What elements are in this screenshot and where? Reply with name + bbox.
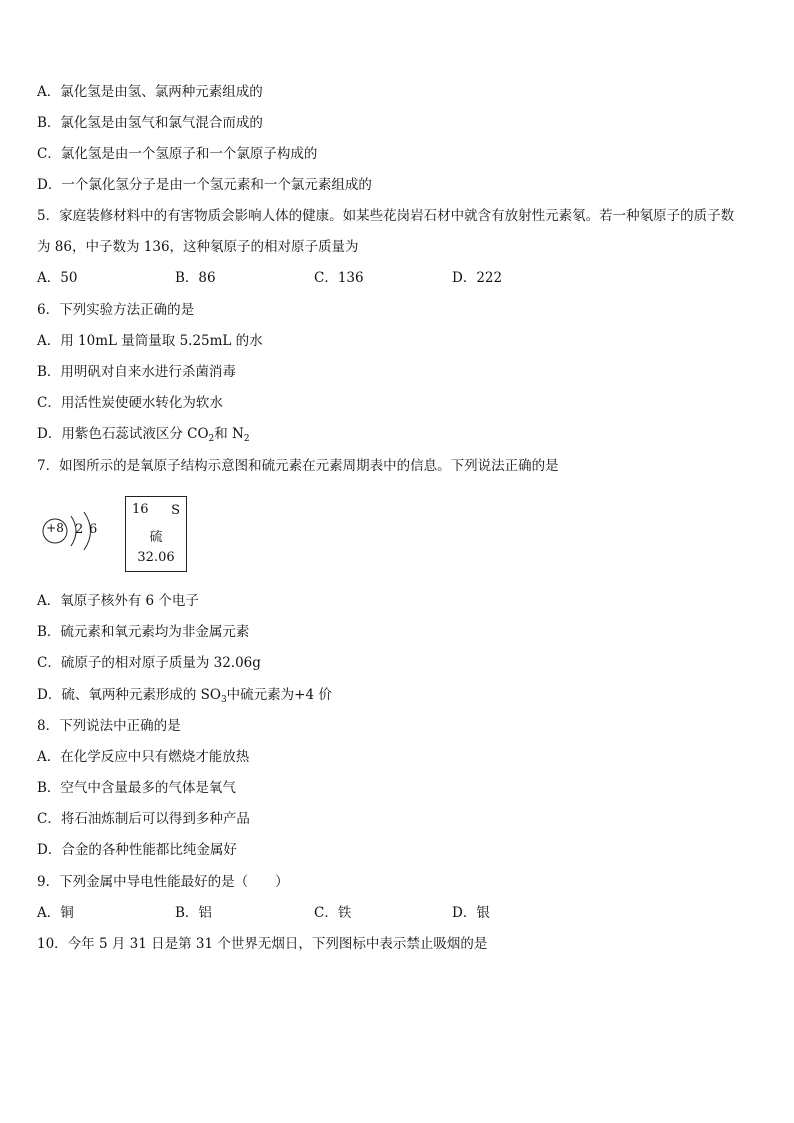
q7-option-c: C．硫原子的相对原子质量为 32.06g: [37, 655, 261, 671]
q4-option-d: D．一个氯化氢分子是由一个氢元素和一个氯元素组成的: [37, 177, 372, 193]
q4-option-b: B．氯化氢是由氢气和氯气混合而成的: [37, 115, 263, 131]
q7-option-b: B．硫元素和氧元素均为非金属元素: [37, 624, 250, 640]
element-name: 硫: [149, 530, 163, 545]
q4-option-c: C．氯化氢是由一个氢原子和一个氯原子构成的: [37, 146, 318, 162]
q9-option-c: C．铁: [314, 905, 352, 921]
q7-stem: 7．如图所示的是氧原子结构示意图和硫元素在元素周期表中的信息。下列说法正确的是: [37, 458, 559, 474]
element-symbol: S: [171, 503, 180, 518]
q5-option-c: C．136: [314, 270, 364, 286]
q6-option-d-mid: 和 N: [214, 426, 244, 442]
q7-option-d: [37, 685, 332, 705]
q6-option-d-text: D．用紫色石蕊试液区分 CO: [37, 426, 209, 442]
q4-option-a: A．氯化氢是由氢、氯两种元素组成的: [37, 84, 263, 100]
shell-2-electrons: 6: [89, 522, 98, 537]
nucleus-charge: +8: [46, 521, 64, 535]
atomic-mass: 32.06: [137, 550, 175, 565]
sulfur-periodic-table-cell: [125, 496, 187, 572]
q6-option-a: A．用 10mL 量筒量取 5.25mL 的水: [37, 333, 263, 349]
q6-n2-subscript: 2: [243, 434, 250, 444]
q7-option-d-text: D．硫、氧两种元素形成的 SO: [37, 687, 221, 703]
q8-option-a: A．在化学反应中只有燃烧才能放热: [37, 749, 250, 765]
q5-option-b: B．86: [175, 270, 216, 286]
atomic-number: 16: [132, 502, 149, 517]
q5-option-d: D．222: [452, 270, 503, 286]
q6-co2-subscript: 2: [208, 434, 215, 444]
q5-option-a: A．50: [37, 270, 78, 286]
q7-so3-subscript: 3: [220, 695, 227, 705]
q7-option-a: A．氧原子核外有 6 个电子: [37, 593, 199, 609]
q6-option-d: [37, 424, 250, 444]
q9-option-b: B．铝: [175, 905, 212, 921]
q7-option-d-post: 中硫元素为+4 价: [226, 687, 332, 703]
oxygen-atom-structure-diagram: [38, 506, 118, 556]
q6-option-b: B．用明矾对自来水进行杀菌消毒: [37, 364, 236, 380]
q8-option-c: C．将石油炼制后可以得到多种产品: [37, 811, 250, 827]
q5-stem-line-1: 5．家庭装修材料中的有害物质会影响人体的健康。如某些花岗岩石材中就含有放射性元素氡。若一种氡原子的质子数: [37, 208, 735, 224]
q5-stem-line-2: 为 86，中子数为 136，这种氡原子的相对原子质量为: [37, 239, 359, 255]
q9-option-a: A．铜: [37, 905, 74, 921]
q9-stem: 9．下列金属中导电性能最好的是（ ）: [37, 874, 289, 890]
q8-option-b: B．空气中含量最多的气体是氧气: [37, 780, 236, 796]
q8-option-d: D．合金的各种性能都比纯金属好: [37, 842, 237, 858]
q9-option-d: D．银: [452, 905, 490, 921]
q10-stem: 10．今年 5 月 31 日是第 31 个世界无烟日，下列图标中表示禁止吸烟的是: [37, 936, 488, 952]
q6-option-c: C．用活性炭使硬水转化为软水: [37, 395, 223, 411]
shell-1-electrons: 2: [75, 522, 84, 537]
q8-stem: 8．下列说法中正确的是: [37, 718, 181, 734]
q6-stem: 6．下列实验方法正确的是: [37, 302, 195, 318]
